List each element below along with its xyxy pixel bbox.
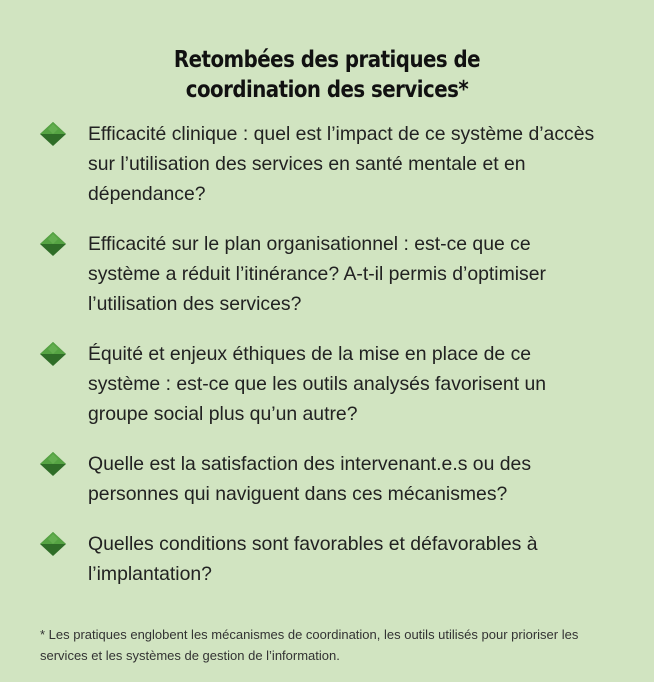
- list-item-text: Quelles conditions sont favorables et défavorables à l’implantation?: [88, 533, 538, 585]
- list-item-text: Efficacité clinique : quel est l’impact de ce système d’accès sur l’utilisation des services en santé mentale et en dépendance?: [88, 123, 595, 205]
- list-item: [40, 339, 600, 429]
- list-item: [40, 449, 600, 509]
- title-line-2: coordination des services*: [185, 77, 469, 104]
- list-item: [40, 529, 600, 589]
- page-title: [46, 45, 608, 105]
- list-item-text: Efficacité sur le plan organisationnel : est-ce que ce système a réduit l’itinérance? A-t-il permis d’optimiser l’utilisation des services?: [88, 233, 546, 315]
- title-line-1: Retombées des pratiques de: [173, 47, 481, 74]
- footnote: * Les pratiques englobent les mécanismes de coordination, les outils utilisés pour prioriser les services et les systèmes de gestion de l’information.: [40, 627, 579, 663]
- diamond-bullet-icon: [40, 341, 68, 367]
- impact-list: [40, 119, 600, 609]
- list-item-text: Quelle est la satisfaction des intervenant.e.s ou des personnes qui naviguent dans ces mécanismes?: [88, 453, 532, 505]
- diamond-bullet-icon: [40, 121, 68, 147]
- list-item: [40, 119, 600, 209]
- diamond-bullet-icon: [40, 231, 68, 257]
- list-item: [40, 229, 600, 319]
- diamond-bullet-icon: [40, 451, 68, 477]
- diamond-bullet-icon: [40, 531, 68, 557]
- list-item-text: Équité et enjeux éthiques de la mise en place de ce système : est-ce que les outils analysés favorisent un groupe social plus qu’un autre?: [88, 343, 547, 425]
